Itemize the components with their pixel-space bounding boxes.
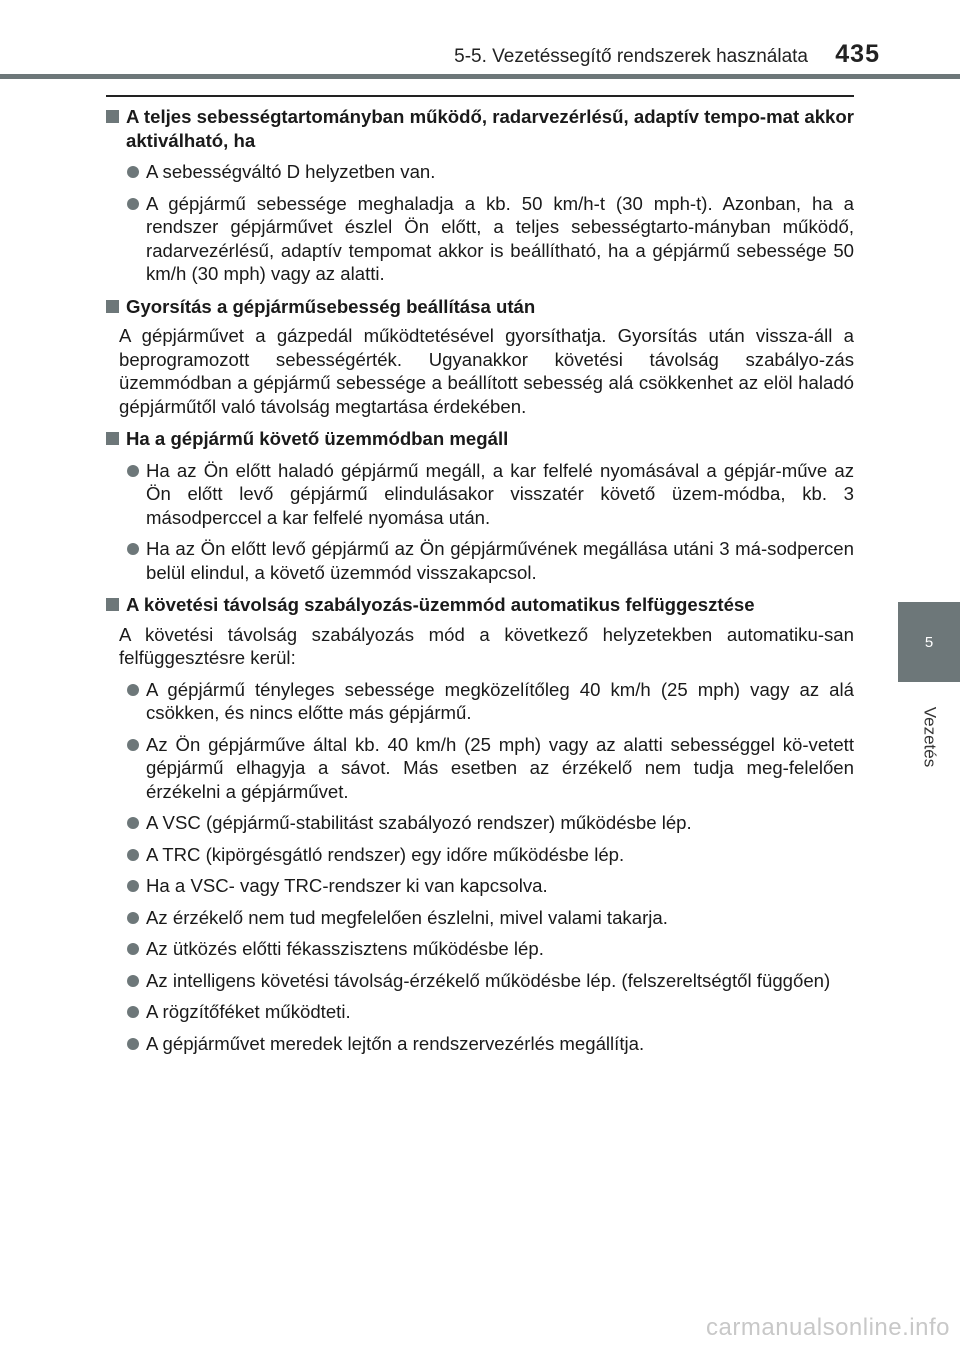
list-item-text: Az ütközés előtti fékasszisztens működésbe lép. bbox=[146, 938, 544, 959]
list-item bbox=[106, 843, 854, 867]
circle-bullet-icon bbox=[127, 849, 139, 861]
circle-bullet-icon bbox=[127, 1006, 139, 1018]
circle-bullet-icon bbox=[127, 543, 139, 555]
list-item-text: A gépjármű tényleges sebessége megközelítőleg 40 km/h (25 mph) vagy az alá csökken, és nincs előtte más gépjármű. bbox=[146, 678, 854, 723]
heading-text: Gyorsítás a gépjárműsebesség beállítása után bbox=[126, 295, 536, 317]
list-item bbox=[106, 733, 854, 804]
list-item-text: Az intelligens követési távolság-érzékelő működésbe lép. (felszereltségtől függően) bbox=[146, 969, 831, 991]
section-heading bbox=[106, 427, 854, 451]
list-item bbox=[106, 811, 854, 835]
section-heading bbox=[106, 593, 854, 617]
square-bullet-icon bbox=[106, 432, 119, 445]
circle-bullet-icon bbox=[127, 1038, 139, 1050]
section-title: 5-5. Vezetéssegítő rendszerek használata bbox=[454, 46, 808, 67]
chapter-side-label bbox=[898, 682, 960, 792]
circle-bullet-icon bbox=[127, 465, 139, 477]
heading-text: Ha a gépjármű követő üzemmódban megáll bbox=[126, 428, 509, 449]
list-item bbox=[106, 537, 854, 584]
watermark: carmanualsonline.info bbox=[706, 1314, 950, 1341]
list-item-text: Ha a VSC- vagy TRC-rendszer ki van kapcsolva. bbox=[146, 875, 548, 896]
list-item-text: A gépjármű sebessége meghaladja a kb. 50 km/h-t (30 mph-t). Azonban, ha a rendszer gépjárművet észlel Ön előtt, a teljes sebességtarto-mányban működő, radarvezérlésű, adaptív tempomat akkor is beállítható, ha a gépjármű sebessége 50 km/h (30 mph) vagy az alatti. bbox=[146, 192, 854, 284]
square-bullet-icon bbox=[106, 300, 119, 313]
circle-bullet-icon bbox=[127, 943, 139, 955]
list-item-text: A TRC (kipörgésgátló rendszer) egy időre működésbe lép. bbox=[146, 843, 625, 865]
heading-text: A teljes sebességtartományban működő, radarvezérlésű, adaptív tempo-mat akkor aktiválható, ha bbox=[126, 106, 854, 151]
list-item-text: Az Ön gépjárműve által kb. 40 km/h (25 mph) vagy az alatti sebességgel kö-vetett gépjármű elhagyja a sávot. Más esetben az érzékelő nem tudja meg-felelően érzékelni a gépjárművet. bbox=[146, 733, 854, 802]
circle-bullet-icon bbox=[127, 739, 139, 751]
circle-bullet-icon bbox=[127, 198, 139, 210]
list-item bbox=[106, 874, 854, 898]
header-rule bbox=[0, 74, 960, 79]
chapter-label: Vezetés bbox=[920, 706, 939, 768]
list-item-text: A rögzítőféket működteti. bbox=[146, 1001, 351, 1022]
list-item-text: A sebességváltó D helyzetben van. bbox=[146, 161, 436, 182]
circle-bullet-icon bbox=[127, 912, 139, 924]
paragraph-text: A gépjárművet a gázpedál működtetésével gyorsíthatja. Gyorsítás után vissza-áll a beprogramozott sebességérték. Ugyanakkor követési távolság szabályo-zás üzemmódban a gépjármű sebessége a beállított sebesség alá csökkenhet az elöl haladó gépjárműtől való távolság megtartása érdekében. bbox=[119, 325, 854, 417]
page-header bbox=[0, 0, 960, 78]
list-item-text: A gépjárművet meredek lejtőn a rendszervezérlés megállítja. bbox=[146, 1032, 645, 1054]
paragraph-text: A követési távolság szabályozás mód a következő helyzetekben automatiku-san felfüggesztésre kerül: bbox=[119, 623, 854, 668]
list-item bbox=[106, 969, 854, 993]
circle-bullet-icon bbox=[127, 817, 139, 829]
paragraph bbox=[106, 324, 854, 418]
square-bullet-icon bbox=[106, 598, 119, 611]
list-item-text: A VSC (gépjármű-stabilitást szabályozó rendszer) működésbe lép. bbox=[146, 812, 692, 833]
circle-bullet-icon bbox=[127, 684, 139, 696]
list-item bbox=[106, 1032, 854, 1056]
list-item bbox=[106, 937, 854, 961]
section-heading bbox=[106, 295, 854, 319]
chapter-number: 5 bbox=[924, 633, 934, 651]
circle-bullet-icon bbox=[127, 975, 139, 987]
chapter-tab bbox=[898, 602, 960, 682]
list-item-text: Ha az Ön előtt haladó gépjármű megáll, a kar felfelé nyomásával a gépjár-műve az Ön előtt levő gépjármű elindulásakor visszatér követő üzem-módba, kb. 3 másodperccel a kar felfelé nyomása után. bbox=[146, 459, 854, 528]
paragraph bbox=[106, 623, 854, 670]
list-item bbox=[106, 160, 854, 184]
list-item bbox=[106, 459, 854, 530]
list-item bbox=[106, 906, 854, 930]
list-item bbox=[106, 192, 854, 286]
list-item bbox=[106, 1000, 854, 1024]
section-heading bbox=[106, 105, 854, 152]
list-item-text: Ha az Ön előtt levő gépjármű az Ön gépjárművének megállása utáni 3 má-sodpercen belül elindul, a követő üzemmód visszakapcsol. bbox=[146, 538, 854, 583]
heading-text: A követési távolság szabályozás-üzemmód automatikus felfüggesztése bbox=[126, 594, 755, 615]
page-number: 435 bbox=[835, 40, 880, 68]
square-bullet-icon bbox=[106, 110, 119, 123]
list-item-text: Az érzékelő nem tud megfelelően észlelni, mivel valami takarja. bbox=[146, 906, 668, 928]
page-content bbox=[106, 95, 854, 1055]
circle-bullet-icon bbox=[127, 166, 139, 178]
list-item bbox=[106, 678, 854, 725]
circle-bullet-icon bbox=[127, 880, 139, 892]
